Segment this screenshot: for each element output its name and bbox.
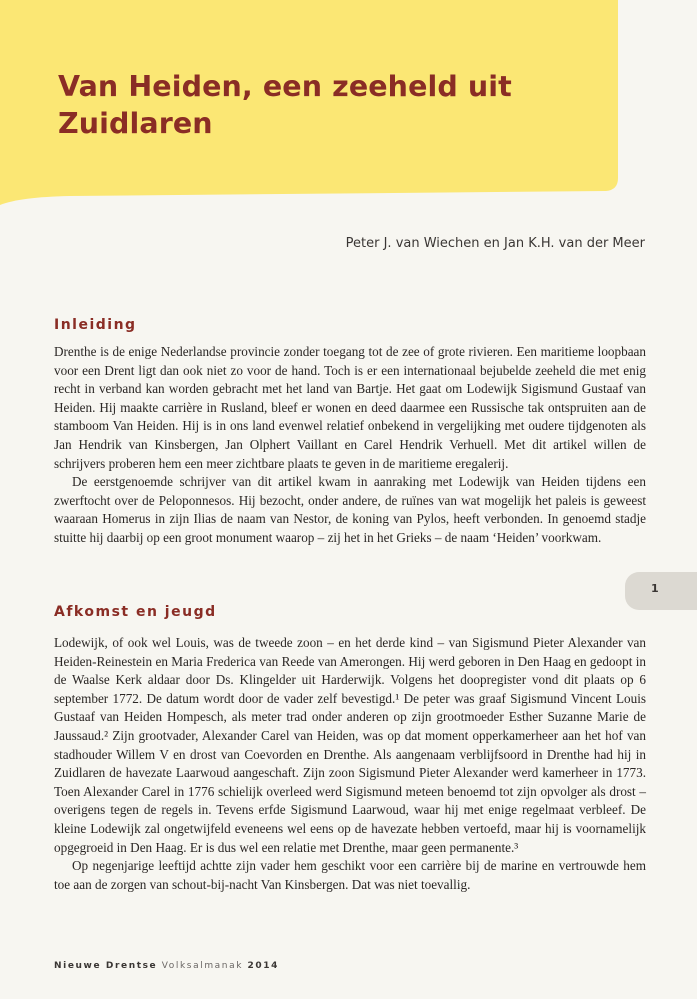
chapter-number: 1: [651, 582, 659, 595]
article-authors: Peter J. van Wiechen en Jan K.H. van der Meer: [345, 236, 645, 251]
paragraph: Lodewijk, of ook wel Louis, was de tweede zoon – en het derde kind – van Sigismund Pieter Alexander van Heiden-Reinestein en Maria Frederica van Reede van Amerongen. Hij werd geboren in Den Haag en gedoopt in de Waalse Kerk aldaar door Ds. Klingelder uit Harderwijk. Volgens het doopregister vond dit plaats op 6 september 1772. De datum wordt door de vader zelf bevestigd.¹ De peter was graaf Sigismund Vincent Louis Gustaaf van Heiden Hompesch, als meter trad onder anderen op zijn grootmoeder Esther Suzanne Marie de Jaussaud.² Zijn grootvader, Alexander Carel van Heiden, was op dat moment opperkamerheer aan het hof van stadhouder Willem V en drost van Coevorden en Drenthe. Als aangenaam verblijfsoord in Drenthe had hij in Zuidlaren de havezate Laarwoud aangeschaft. Zijn zoon Sigismund Pieter Alexander werd kamerheer in 1773. Toen Alexander Carel in 1776 schielijk overleed werd Sigismund meteen benoemd tot zijn opvolger als drost – overigens tegen de regels in. Tevens erfde Sigismund Laarwoud, waar hij met enige regelmaat verbleef. De kleine Lodewijk zal ongetwijfeld eveneens wel eens op de havezate hebben vertoefd, maar hij is voornamelijk opgegroeid in Den Haag. Er is dus wel een relatie met Drenthe, maar geen permanente.³: [54, 635, 646, 855]
chapter-tab: [625, 572, 697, 610]
paragraph: De eerstgenoemde schrijver van dit artikel kwam in aanraking met Lodewijk van Heiden tijdens een zwerftocht over de Peloponnesos. Hij bezocht, onder andere, de ruïnes van wat mogelijk het paleis is geweest waaraan Homerus in zijn Ilias de naam van Nestor, de koning van Pylos, heeft verbonden. In genoemd stadje stuitte hij daarbij op een groot monument waarop – zij het in het Grieks – de naam ‘Heiden’ voorkwam.: [54, 474, 646, 545]
inleiding-body: [54, 343, 646, 548]
paragraph: Drenthe is de enige Nederlandse provincie zonder toegang tot de zee of grote rivieren. Een maritieme loopbaan voor een Drent ligt dan ook niet zo voor de hand. Toch is er een internationaal bejubelde zeeheld die met enig recht in verband kan worden gebracht met het land van Bartje. Het gaat om Lodewijk Sigismund Gustaaf van Heiden. Hij maakte carrière in Rusland, bleef er wonen en deed daarmee een Russische tak ontspruiten aan de stamboom Van Heiden. Hij is in ons land evenwel relatief onbekend in vergelijking met oudere tijdgenoten als Jan Hendrik van Kinsbergen, Jan Olphert Vaillant en Carel Hendrik Verhuell. Met dit artikel willen de schrijvers proberen hem een meer zichtbare plaats te geven in de maritieme eregalerij.: [54, 344, 646, 471]
paragraph: Op negenjarige leeftijd achtte zijn vader hem geschikt voor een carrière bij de marine en vertrouwde hem toe aan de zorgen van schout-bij-nacht Van Kinsbergen. Dat was niet toevallig.: [54, 858, 646, 892]
footer-almanak: Volksalmanak: [161, 961, 244, 971]
afkomst-body: [54, 634, 646, 894]
article-title: Van Heiden, een zeeheld uit Zuidlaren: [58, 70, 512, 140]
page-footer: [54, 961, 279, 971]
footer-publication: Nieuwe Drentse: [54, 961, 158, 971]
section-heading-inleiding: Inleiding: [54, 317, 137, 333]
footer-year: 2014: [247, 961, 279, 971]
section-heading-afkomst: Afkomst en jeugd: [54, 604, 217, 620]
